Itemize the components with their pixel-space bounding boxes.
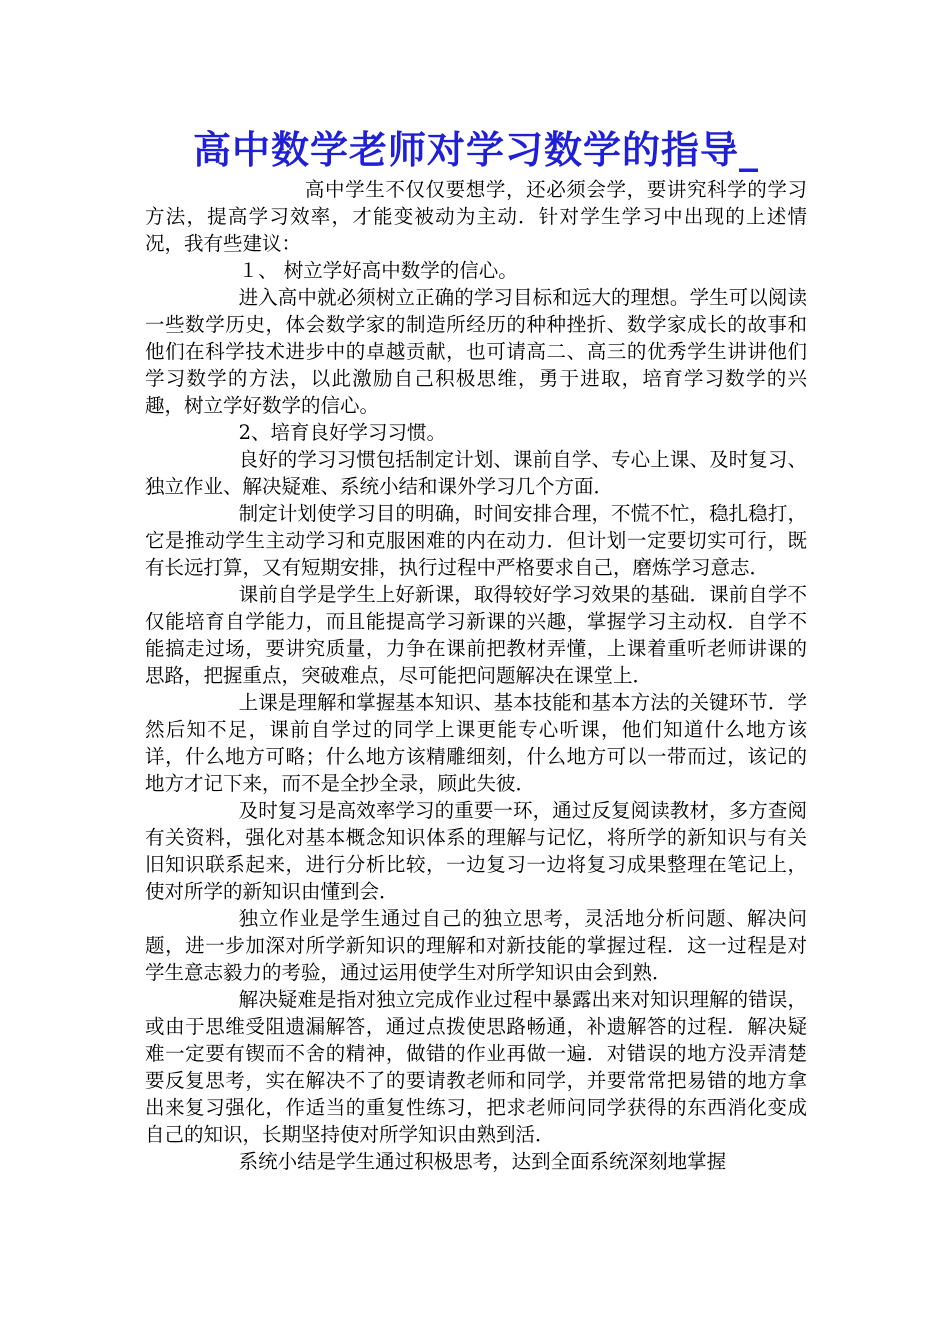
paragraph-habits-overview: 良好的学习习惯包括制定计划、课前自学、专心上课、及时复习、独立作业、解决疑难、系统小结和课外学习几个方面． xyxy=(145,448,807,498)
paragraph-summary: 系统小结是学生通过积极思考，达到全面系统深刻地掌握 xyxy=(238,1150,727,1173)
paragraph-preview: 课前自学是学生上好新课，取得较好学习效果的基础．课前自学不仅能培育自学能力，而且能提高学习新课的兴趣，掌握学习主动权．自学不能搞走过场，要讲究质量，力争在课前把教材弄懂，上课着重听老师讲课的思路，把握重点，突破难点，尽可能把问题解决在课堂上． xyxy=(145,583,807,687)
document-title: 高中数学老师对学习数学的指导_ xyxy=(192,128,759,172)
intro-paragraph: 高中学生不仅仅要想学，还必须会学，要讲究科学的学习方法，提高学习效率，才能变被动为主动．针对学生学习中出现的上述情况，我有些建议： xyxy=(145,178,807,255)
section-heading-habits: 2、培育良好学习习惯。 xyxy=(238,421,447,444)
document-page xyxy=(145,124,807,1175)
paragraph-confidence: 进入高中就必须树立正确的学习目标和远大的理想。学生可以阅读一些数学历史，体会数学家的制造所经历的种种挫折、数学家成长的故事和他们在科学技术进步中的卓越贡献，也可请高二、高三的优秀学生讲讲他们学习数学的方法，以此激励自己积极思维，勇于进取，培育学习数学的兴趣，树立学好数学的信心。 xyxy=(145,286,807,417)
paragraph-difficulties: 解决疑难是指对独立完成作业过程中暴露出来对知识理解的错误，或由于思维受阻遗漏解答，通过点拨使思路畅通，补遗解答的过程．解决疑难一定要有锲而不舍的精神，做错的作业再做一遍．对错误的地方没弄清楚要反复思考，实在解决不了的要请教老师和同学，并要常常把易错的地方拿出来复习强化，作适当的重复性练习，把求老师问同学获得的东西消化变成自己的知识，长期坚持使对所学知识由熟到活． xyxy=(145,988,807,1146)
paragraph-review: 及时复习是高效率学习的重要一环，通过反复阅读教材，多方查阅有关资料，强化对基本概念知识体系的理解与记忆，将所学的新知识与有关旧知识联系起来，进行分析比较，一边复习一边将复习成果整理在笔记上，使对所学的新知识由懂到会． xyxy=(145,799,807,903)
section-heading-confidence: １、 树立学好高中数学的信心。 xyxy=(238,259,518,282)
paragraph-planning: 制定计划使学习目的明确，时间安排合理，不慌不忙，稳扎稳打，它是推动学生主动学习和克服困难的内在动力．但计划一定要切实可行，既有长远打算，又有短期安排，执行过程中严格要求自己，磨炼学习意志． xyxy=(145,502,807,579)
document-body xyxy=(145,176,807,1175)
paragraph-homework: 独立作业是学生通过自己的独立思考，灵活地分析问题、解决问题，进一步加深对所学新知识的理解和对新技能的掌握过程．这一过程是对学生意志毅力的考验，通过运用使学生对所学知识由会到熟． xyxy=(145,907,807,984)
paragraph-class: 上课是理解和掌握基本知识、基本技能和基本方法的关键环节．学然后知不足，课前自学过的同学上课更能专心听课，他们知道什么地方该详，什么地方可略；什么地方该精雕细刻，什么地方可以一带而过，该记的地方才记下来，而不是全抄全录，顾此失彼． xyxy=(145,691,807,795)
